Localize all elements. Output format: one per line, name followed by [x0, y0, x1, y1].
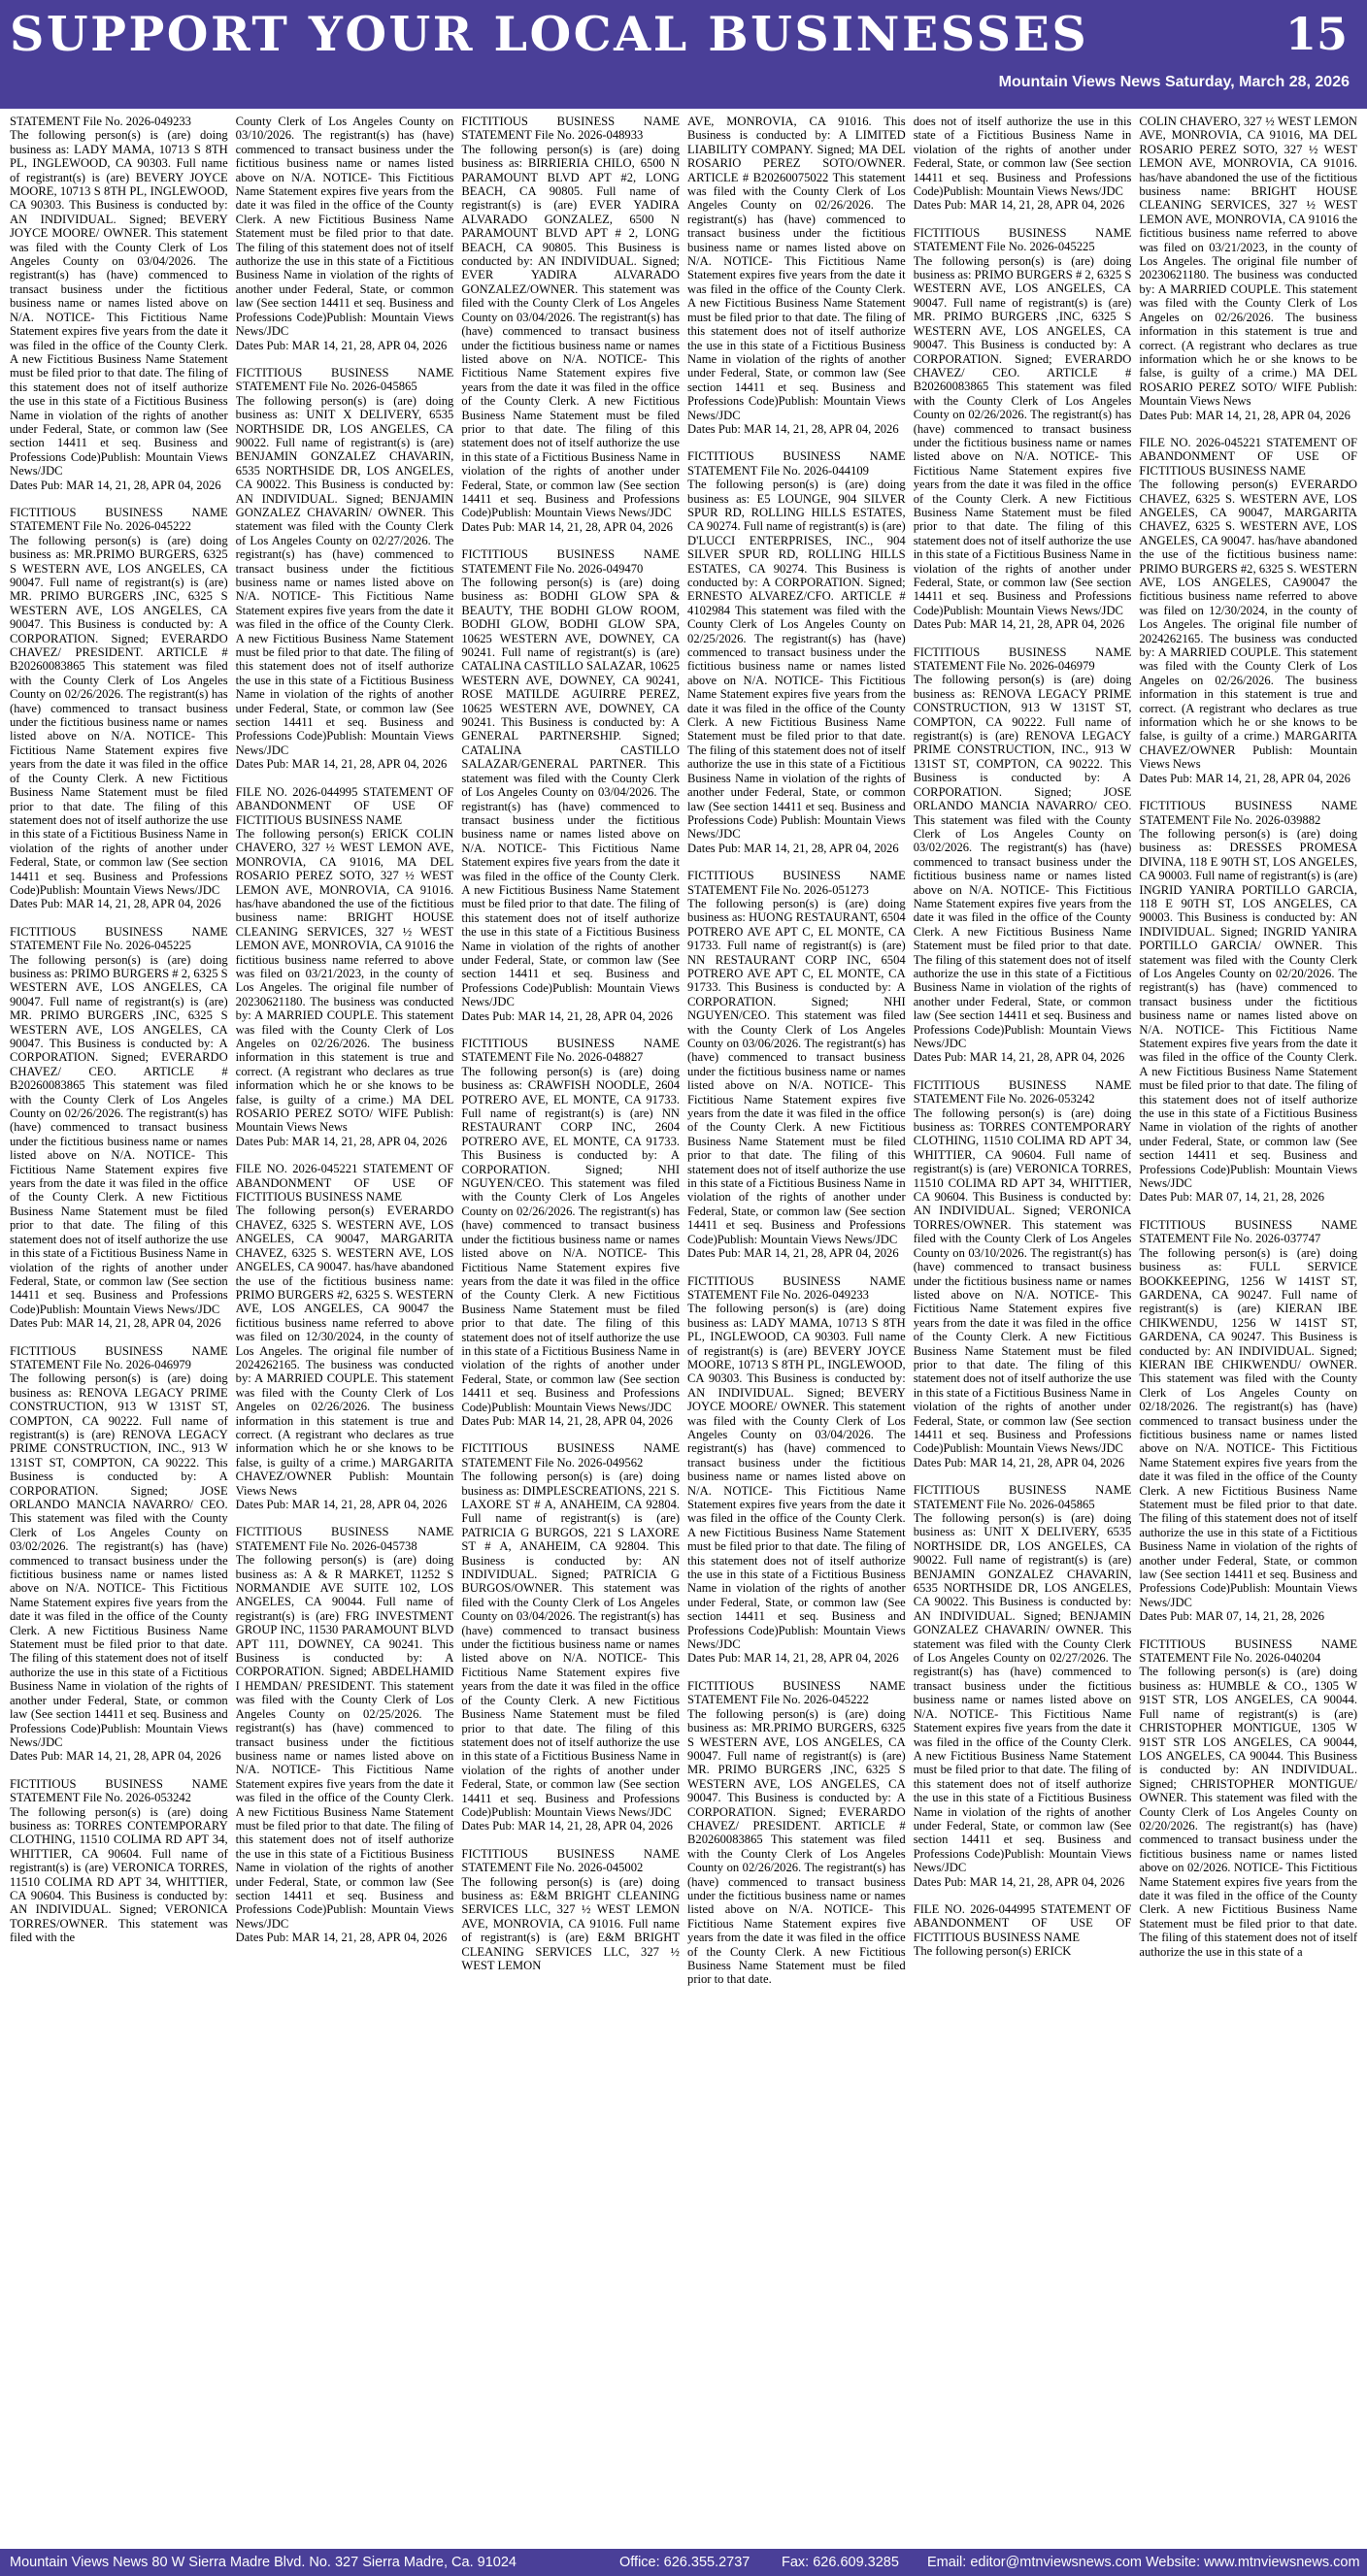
notice-title: FILE NO. 2026-044995 STATEMENT OF ABANDONMENT OF USE OF FICTITIOUS BUSINESS NAME [913, 1901, 1132, 1944]
footer-website[interactable]: Website: www.mtnviewsnews.com [1146, 2555, 1360, 2570]
footer-fax: Fax: 626.609.3285 [782, 2555, 899, 2570]
notice-title: FICTITIOUS BUSINESS NAME STATEMENT File No. 2026-040204 [1139, 1636, 1357, 1666]
notice-title: FICTITIOUS BUSINESS NAME STATEMENT File No. 2026-053242 [913, 1077, 1132, 1106]
legal-notice [687, 1679, 906, 1987]
column-2 [236, 115, 454, 2546]
legal-notice [914, 645, 1132, 1065]
notice-title: FICTITIOUS BUSINESS NAME STATEMENT File No. 2026-045738 [235, 1525, 454, 1553]
notice-publish-dates: Dates Pub: MAR 14, 21, 28, APR 04, 2026 [461, 519, 673, 534]
legal-notice [461, 1037, 680, 1428]
legal-notice [236, 1162, 454, 1511]
notice-body: The following person(s) is (are) doing business as: MR.PRIMO BURGERS, 6325 S WESTERN AVE, LOS ANGELES, CA 90047. Full name of registrant(s) is (are) MR. PRIMO BURGERS ,INC, 6325 S WESTERN AVE, LOS ANGELES, CA 90047. This Business is conducted by: A CORPORATION. Signed; EVERARDO CHAVEZ/ PRESIDENT. ARTICLE # B20260083865 This statement was filed with the County Clerk of Los Angeles County on 02/26/2026. The registrant(s) has (have) commenced to transact business under the fictitious business name or names listed above on N/A. NOTICE- This Fictitious Name Statement expires five years from the date it was filed in the office of the County Clerk. A new Fictitious Business Name Statement must be filed prior to that date. [687, 1706, 906, 1987]
notice-publish-dates: Dates Pub: MAR 07, 14, 21, 28, 2026 [1139, 1190, 1325, 1205]
notice-body: The following person(s) is (are) doing business as: E&M BRIGHT CLEANING SERVICES LLC, 327 ½ WEST LEMON AVE, MONROVIA, CA 91016. Full name of registrant(s) is (are) E&M BRIGHT CLEANING SERVICES LLC, 327 ½ WEST LEMON [461, 1874, 681, 1972]
legal-notice [10, 1777, 228, 1945]
notice-title: FICTITIOUS BUSINESS NAME STATEMENT File No. 2026-049233 [687, 1273, 906, 1302]
notice-title: FICTITIOUS BUSINESS NAME STATEMENT File No. 2026-045865 [913, 1483, 1132, 1511]
notice-publish-dates: Dates Pub: MAR 14, 21, 28, APR 04, 2026 [687, 1246, 899, 1261]
column-6 [1139, 115, 1357, 2546]
legal-notice [461, 1441, 680, 1833]
legal-notice [236, 1525, 454, 1944]
notice-body: does not of itself authorize the use in this state of a Fictitious Business Name in violation of the rights of another under Federal, State, or common law (See section 14411 et seq. Business and Professions Code)Publish: Mountain Views News/JDC [913, 115, 1132, 199]
notice-title: FICTITIOUS BUSINESS NAME STATEMENT File No. 2026-045002 [461, 1846, 681, 1875]
notice-publish-dates: Dates Pub: MAR 14, 21, 28, APR 04, 2026 [1139, 771, 1350, 785]
notice-body: The following person(s) EVERARDO CHAVEZ, 6325 S. WESTERN AVE, LOS ANGELES, CA 90047, MARGARITA CHAVEZ, 6325 S. WESTERN AVE, LOS ANGELES, CA 90047. has/have abandoned the use of the fictitious business name: PRIMO BURGERS #2, 6325 S. WESTERN AVE, LOS ANGELES, CA 90047 the fictitious business name referred to above was filed on 12/30/2024, in the county of Los Angeles. The original file number of 2024262165. The business was conducted by: A MARRIED COUPLE. This statement was filed with the County Clerk of Los Angeles on 02/26/2026. The business information in this statement is true and correct. (A registrant who declares as true information which he or she knows to be false, is guilty of a crime.) MARGARITA CHAVEZ/OWNER Publish: Mountain Views News [235, 1204, 454, 1498]
notice-columns [10, 115, 1357, 2546]
notice-title: FICTITIOUS BUSINESS NAME STATEMENT File No. 2026-045222 [10, 505, 228, 534]
notice-body: The following person(s) is (are) doing business as: TORRES CONTEMPORARY CLOTHING, 11510 COLIMA RD APT 34, WHITTIER, CA 90604. Full name of registrant(s) is (are) VERONICA TORRES, 11510 COLIMA RD APT 34, WHITTIER, CA 90604. This Business is conducted by: AN INDIVIDUAL. Signed; VERONICA TORRES/OWNER. This statement was filed with the [10, 1804, 228, 1945]
notice-publish-dates: Dates Pub: MAR 14, 21, 28, APR 04, 2026 [913, 1874, 1125, 1889]
column-4 [687, 115, 906, 2546]
notice-publish-dates: Dates Pub: MAR 14, 21, 28, APR 04, 2026 [235, 1498, 448, 1511]
notice-publish-dates: Dates Pub: MAR 14, 21, 28, APR 04, 2026 [235, 1931, 448, 1945]
notice-body: The following person(s) is (are) doing business as: LADY MAMA, 10713 S 8TH PL, INGLEWOOD, CA 90303. Full name of registrant(s) is (are) BEVERY JOYCE MOORE, 10713 S 8TH PL, INGLEWOOD, CA 90303. This Business is conducted by: AN INDIVIDUAL. Signed; BEVERY JOYCE MOORE/ OWNER. This statement was filed with the County Clerk of Los Angeles County on 03/04/2026. The registrant(s) has (have) commenced to transact business under the fictitious business name or names listed above on N/A. NOTICE- This Fictitious Name Statement expires five years from the date it was filed in the office of the County Clerk. A new Fictitious Business Name Statement must be filed prior to that date. The filing of this statement does not of itself authorize the use in this state of a Fictitious Business Name in violation of the rights of another under Federal, State, or common law (See section 14411 et seq. Business and Professions Code)Publish: Mountain Views News/JDC [10, 128, 228, 479]
notice-body: County Clerk of Los Angeles County on 03/10/2026. The registrant(s) has (have) commenced to transact business under the fictitious business name or names listed above on N/A. NOTICE- This Fictitious Name Statement expires five years from the date it was filed in the office of the County Clerk. A new Fictitious Business Name Statement must be filed prior to that date. The filing of this statement does not of itself authorize the use in this state of a Fictitious Business Name in violation of the rights of another under Federal, State, or common law (See section 14411 et seq. Business and Professions Code)Publish: Mountain Views News/JDC [235, 115, 454, 339]
notice-body: COLIN CHAVERO, 327 ½ WEST LEMON AVE, MONROVIA, CA 91016, MA DEL ROSARIO PEREZ SOTO, 327 ½ WEST LEMON AVE, MONROVIA, CA 91016. has/have abandoned the use of the fictitious business name: BRIGHT HOUSE CLEANING SERVICES, 327 ½ WEST LEMON AVE, MONROVIA, CA 91016 the fictitious business name referred to above was filed on 03/21/2023, in the county of Los Angeles. The original file number of 20230621180. The business was conducted by: A MARRIED COUPLE. This statement was filed with the County Clerk of Los Angeles on 02/26/2026. The business information in this statement is true and correct. (A registrant who declares as true information which he or she knows to be false, is guilty of a crime.) MA DEL ROSARIO PEREZ SOTO/ WIFE Publish: Mountain Views News [1139, 115, 1357, 409]
notice-body: The following person(s) is (are) doing business as: CRAWFISH NOODLE, 2604 POTRERO AVE, EL MONTE, CA 91733. Full name of registrant(s) is (are) NN RESTAURANT CORP INC, 2604 POTRERO AVE, EL MONTE, CA 91733. This Business is conducted by: A CORPORATION. Signed; NHI NGUYEN/CEO. This statement was filed with the County Clerk of Los Angeles County on 02/26/2026. The registrant(s) has (have) commenced to transact business under the fictitious business name or names listed above on N/A. NOTICE- This Fictitious Name Statement expires five years from the date it was filed in the office of the County Clerk. A new Fictitious Business Name Statement must be filed prior to that date. The filing of this statement does not of itself authorize the use in this state of a Fictitious Business Name in violation of the rights of another under Federal, State, or common law (See section 14411 et seq. Business and Professions Code)Publish: Mountain Views News/JDC [461, 1064, 681, 1414]
legal-notice [1139, 799, 1357, 1205]
notice-publish-dates: Dates Pub: MAR 14, 21, 28, APR 04, 2026 [10, 897, 221, 911]
page-number: 15 [1284, 8, 1348, 60]
notice-publish-dates: Dates Pub: MAR 07, 14, 21, 28, 2026 [1139, 1609, 1325, 1624]
notice-publish-dates: Dates Pub: MAR 14, 21, 28, APR 04, 2026 [913, 1455, 1125, 1470]
notice-title: FICTITIOUS BUSINESS NAME STATEMENT File No. 2026-044109 [687, 449, 906, 478]
notice-body: The following person(s) is (are) doing business as: TORRES CONTEMPORARY CLOTHING, 11510 COLIMA RD APT 34, WHITTIER, CA 90604. Full name of registrant(s) is (are) VERONICA TORRES, 11510 COLIMA RD APT 34, WHITTIER, CA 90604. This Business is conducted by: AN INDIVIDUAL. Signed; VERONICA TORRES/OWNER. This statement was filed with the County Clerk of Los Angeles County on 03/10/2026. The registrant(s) has (have) commenced to transact business under the fictitious business name or names listed above on N/A. NOTICE- This Fictitious Name Statement expires five years from the date it was filed in the office of the County Clerk. A new Fictitious Business Name Statement must be filed prior to that date. The filing of this statement does not of itself authorize the use in this state of a Fictitious Business Name in violation of the rights of another under Federal, State, or common law (See section 14411 et seq. Business and Professions Code)Publish: Mountain Views News/JDC [913, 1106, 1132, 1456]
notice-publish-dates: Dates Pub: MAR 14, 21, 28, APR 04, 2026 [687, 841, 899, 855]
notice-body: The following person(s) is (are) doing business as: MR.PRIMO BURGERS, 6325 S WESTERN AVE, LOS ANGELES, CA 90047. Full name of registrant(s) is (are) MR. PRIMO BURGERS ,INC, 6325 S WESTERN AVE, LOS ANGELES, CA 90047. This Business is conducted by: A CORPORATION. Signed; EVERARDO CHAVEZ/ PRESIDENT. ARTICLE # B20260083865 This statement was filed with the County Clerk of Los Angeles County on 02/26/2026. The registrant(s) has (have) commenced to transact business under the fictitious business name or names listed above on N/A. NOTICE- This Fictitious Name Statement expires five years from the date it was filed in the office of the County Clerk. A new Fictitious Business Name Statement must be filed prior to that date. The filing of this statement does not of itself authorize the use in this state of a Fictitious Business Name in violation of the rights of another under Federal, State, or common law (See section 14411 et seq. Business and Professions Code)Publish: Mountain Views News/JDC [10, 533, 228, 897]
notice-title: FICTITIOUS BUSINESS NAME STATEMENT File No. 2026-049562 [461, 1441, 681, 1470]
column-1 [10, 115, 228, 2546]
notice-title: FICTITIOUS BUSINESS NAME STATEMENT File No. 2026-053242 [10, 1776, 228, 1805]
notice-body: The following person(s) is (are) doing business as: A & R MARKET, 11252 S NORMANDIE AVE SUITE 102, LOS ANGELES, CA 90044. Full name of registrant(s) is (are) FRG INVESTMENT GROUP INC, 11530 PARAMOUNT BLVD APT 111, DOWNEY, CA 90241. This Business is conducted by: A CORPORATION. Signed; ABDELHAMID I HEMDAN/ PRESIDENT. This statement was filed with the County Clerk of Los Angeles County on 02/25/2026. The registrant(s) has (have) commenced to transact business under the fictitious business name or names listed above on N/A. NOTICE- This Fictitious Name Statement expires five years from the date it was filed in the office of the County Clerk. A new Fictitious Business Name Statement must be filed prior to that date. The filing of this statement does not of itself authorize the use in this state of a Fictitious Business Name in violation of the rights of another under Federal, State, or common law (See section 14411 et seq. Business and Professions Code)Publish: Mountain Views News/JDC [235, 1553, 454, 1931]
notice-body: The following person(s) is (are) doing business as: DRESSES PROMESA DIVINA, 118 E 90TH ST, LOS ANGELES, CA 90003. Full name of registrant(s) is (are) INGRID YANIRA PORTILLO GARCIA, 118 E 90TH ST, LOS ANGELES, CA 90003. This Business is conducted by: AN INDIVIDUAL. Signed; INGRID YANIRA PORTILLO GARCIA/ OWNER. This statement was filed with the County Clerk of Los Angeles County on 02/20/2026. The registrant(s) has (have) commenced to transact business under the fictitious business name or names listed above on N/A. NOTICE- This Fictitious Name Statement expires five years from the date it was filed in the office of the County Clerk. A new Fictitious Business Name Statement must be filed prior to that date. The filing of this statement does not of itself authorize the use in this state of a Fictitious Business Name in violation of the rights of another under Federal, State, or common law (See section 14411 et seq. Business and Professions Code)Publish: Mountain Views News/JDC [1139, 826, 1357, 1191]
notice-body: The following person(s) is (are) doing business as: RENOVA LEGACY PRIME CONSTRUCTION, 913 W 131ST ST, COMPTON, CA 90222. Full name of registrant(s) is (are) RENOVA LEGACY PRIME CONSTRUCTION, INC., 913 W 131ST ST, COMPTON, CA 90222. This Business is conducted by: A CORPORATION. Signed; JOSE ORLANDO MANCIA NAVARRO/ CEO. This statement was filed with the County Clerk of Los Angeles County on 03/02/2026. The registrant(s) has (have) commenced to transact business under the fictitious business name or names listed above on N/A. NOTICE- This Fictitious Name Statement expires five years from the date it was filed in the office of the County Clerk. A new Fictitious Business Name Statement must be filed prior to that date. The filing of this statement does not of itself authorize the use in this state of a Fictitious Business Name in violation of the rights of another under Federal, State, or common law (See section 14411 et seq. Business and Professions Code)Publish: Mountain Views News/JDC [913, 673, 1132, 1050]
legal-notice [10, 115, 228, 492]
notice-body: The following person(s) EVERARDO CHAVEZ, 6325 S. WESTERN AVE, LOS ANGELES, CA 90047, MARGARITA CHAVEZ, 6325 S. WESTERN AVE, LOS ANGELES, CA 90047. has/have abandoned the use of the fictitious business name: PRIMO BURGERS #2, 6325 S. WESTERN AVE, LOS ANGELES, CA90047 the fictitious business name referred to above was filed on 12/30/2024, in the county of Los Angeles. The original file number of 2024262165. The business was conducted by: A MARRIED COUPLE. This statement was filed with the County Clerk of Los Angeles on 02/26/2026. The business information in this statement is true and correct. (A registrant who declares as true information which he or she knows to be false, is guilty of a crime.) MARGARITA CHAVEZ/OWNER Publish: Mountain Views News [1139, 478, 1357, 772]
column-5 [914, 115, 1132, 2546]
notice-body: The following person(s) ERICK [913, 1944, 1072, 1959]
notice-publish-dates: Dates Pub: MAR 14, 21, 28, APR 04, 2026 [913, 617, 1125, 632]
notice-body: The following person(s) is (are) doing business as: UNIT X DELIVERY, 6535 NORTHSIDE DR, LOS ANGELES, CA 90022. Full name of registrant(s) is (are) BENJAMIN GONZALEZ CHAVARIN, 6535 NORTHSIDE DR, LOS ANGELES, CA 90022. This Business is conducted by: AN INDIVIDUAL. Signed; BENJAMIN GONZALEZ CHAVARIN/ OWNER. This statement was filed with the County Clerk of Los Angeles County on 02/27/2026. The registrant(s) has (have) commenced to transact business under the fictitious business name or names listed above on N/A. NOTICE- This Fictitious Name Statement expires five years from the date it was filed in the office of the County Clerk. A new Fictitious Business Name Statement must be filed prior to that date. The filing of this statement does not of itself authorize the use in this state of a Fictitious Business Name in violation of the rights of another under Federal, State, or common law (See section 14411 et seq. Business and Professions Code)Publish: Mountain Views News/JDC [235, 393, 454, 757]
legal-notice [461, 115, 680, 534]
notice-body: The following person(s) is (are) doing business as: FULL SERVICE BOOKKEEPING, 1256 W 141ST ST, GARDENA, CA 90247. Full name of registrant(s) is (are) KIERAN IBE CHIKWENDU, 1256 W 141ST ST, GARDENA, CA 90247. This Business is conducted by: AN INDIVIDUAL. Signed; KIERAN IBE CHIKWENDU/ OWNER. This statement was filed with the County Clerk of Los Angeles County on 02/18/2026. The registrant(s) has (have) commenced to transact business under the fictitious business name or names listed above on N/A. NOTICE- This Fictitious Name Statement expires five years from the date it was filed in the office of the County Clerk. A new Fictitious Business Name Statement must be filed prior to that date. The filing of this statement does not of itself authorize the use in this state of a Fictitious Business Name in violation of the rights of another under Federal, State, or common law (See section 14411 et seq. Business and Professions Code)Publish: Mountain Views News/JDC [1139, 1245, 1357, 1609]
notice-title: FICTITIOUS BUSINESS NAME STATEMENT File No. 2026-048827 [461, 1037, 681, 1065]
notice-publish-dates: Dates Pub: MAR 14, 21, 28, APR 04, 2026 [10, 1749, 221, 1764]
legal-notice [236, 785, 454, 1149]
notice-publish-dates: Dates Pub: MAR 14, 21, 28, APR 04, 2026 [687, 421, 899, 436]
legal-notice [10, 1344, 228, 1764]
notice-publish-dates: Dates Pub: MAR 14, 21, 28, APR 04, 2026 [235, 757, 448, 772]
notice-title: FICTITIOUS BUSINESS NAME STATEMENT File No. 2026-046979 [913, 644, 1132, 674]
legal-notice [461, 1847, 680, 1973]
notice-body: The following person(s) is (are) doing business as: HUMBLE & CO., 1305 W 91ST STR, LOS ANGELES, CA 90044. Full name of registrant(s) is (are) CHRISTOPHER MONTIGUE, 1305 W 91ST STR LOS ANGELES, CA 90044, LOS ANGELES, CA 90044. This Business is conducted by: AN INDIVIDUAL. Signed; CHRISTOPHER MONTIGUE/ OWNER. This statement was filed with the County Clerk of Los Angeles County on 02/20/2026. The registrant(s) has (have) commenced to transact business under the fictitious business name or names listed above on 02/2026. NOTICE- This Fictitious Name Statement expires five years from the date it was filed in the office of the County Clerk. A new Fictitious Business Name Statement must be filed prior to that date. The filing of this statement does not of itself authorize the use in this state of a [1139, 1665, 1357, 1959]
legal-notice [236, 115, 454, 352]
legal-notice [687, 115, 906, 436]
notice-publish-dates: Dates Pub: MAR 14, 21, 28, APR 04, 2026 [10, 1316, 221, 1331]
legal-notice [914, 1483, 1132, 1889]
legal-notice [10, 925, 228, 1331]
notice-title: FILE NO. 2026-045221 STATEMENT OF ABANDONMENT OF USE OF FICTITIOUS BUSINESS NAME [1139, 435, 1357, 478]
notice-body: The following person(s) is (are) doing business as: DIMPLESCREATIONS, 221 S. LAXORE ST # A, ANAHEIM, CA 92804. Full name of registrant(s) is (are) PATRICIA G BURGOS, 221 S LAXORE ST # A, ANAHEIM, CA 92804. This Business is conducted by: AN INDIVIDUAL. Signed; PATRICIA G BURGOS/OWNER. This statement was filed with the County Clerk of Los Angeles County on 03/04/2026. The registrant(s) has (have) commenced to transact business under the fictitious business name or names listed above on N/A. NOTICE- This Fictitious Name Statement expires five years from the date it was filed in the office of the County Clerk. A new Fictitious Business Name Statement must be filed prior to that date. The filing of this statement does not of itself authorize the use in this state of a Fictitious Business Name in violation of the rights of another under Federal, State, or common law (See section 14411 et seq. Business and Professions Code)Publish: Mountain Views News/JDC [461, 1470, 681, 1819]
notice-publish-dates: Dates Pub: MAR 14, 21, 28, APR 04, 2026 [235, 338, 448, 352]
footer-email[interactable]: Email: editor@mtnviewsnews.com [927, 2555, 1143, 2570]
notice-body: The following person(s) is (are) doing business as: BIRRIERIA CHILO, 6500 N PARAMOUNT BLVD APT #2, LONG BEACH, CA 90805. Full name of registrant(s) is (are) EVER YADIRA ALVARADO GONZALEZ, 6500 N PARAMOUNT BLVD APT # 2, LONG BEACH, CA 90805. This Business is conducted by: AN INDIVIDUAL. Signed; EVER YADIRA ALVARADO GONZALEZ/OWNER. This statement was filed with the County Clerk of Los Angeles County on 03/04/2026. The registrant(s) has (have) commenced to transact business under the fictitious business name or names listed above on N/A. NOTICE- This Fictitious Name Statement expires five years from the date it was filed in the office of the County Clerk. A new Fictitious Business Name Statement must be filed prior to that date. The filing of this statement does not of itself authorize the use in this state of a Fictitious Business Name in violation of the rights of another under Federal, State, or common law (See section 14411 et seq. Business and Professions Code)Publish: Mountain Views News/JDC [461, 142, 681, 520]
notice-publish-dates: Dates Pub: MAR 14, 21, 28, APR 04, 2026 [461, 1819, 673, 1833]
footer-office-phone: Office: 626.355.2737 [619, 2555, 750, 2570]
notice-title: FICTITIOUS BUSINESS NAME STATEMENT File No. 2026-051273 [687, 869, 906, 897]
notice-title: FICTITIOUS BUSINESS NAME STATEMENT File No. 2026-037747 [1139, 1217, 1357, 1246]
notice-title: FICTITIOUS BUSINESS NAME STATEMENT File No. 2026-049470 [461, 547, 681, 576]
legal-notice [10, 506, 228, 911]
legal-notice [1139, 115, 1357, 422]
page-title: SUPPORT YOUR LOCAL BUSINESSES [10, 6, 1089, 62]
notice-body: The following person(s) is (are) doing business as: HUONG RESTAURANT, 6504 POTRERO AVE APT C, EL MONTE, CA 91733. Full name of registrant(s) is (are) NN RESTAURANT CORP INC, 6504 POTRERO AVE APT C, EL MONTE, CA 91733. This Business is conducted by: A CORPORATION. Signed; NHI NGUYEN/CEO. This statement was filed with the County Clerk of Los Angeles County on 03/06/2026. The registrant(s) has (have) commenced to transact business under the fictitious business name or names listed above on N/A. NOTICE- This Fictitious Name Statement expires five years from the date it was filed in the office of the County Clerk. A new Fictitious Business Name Statement must be filed prior to that date. The filing of this statement does not of itself authorize the use in this state of a Fictitious Business Name in violation of the rights of another under Federal, State, or common law (See section 14411 et seq. Business and Professions Code)Publish: Mountain Views News/JDC [687, 896, 906, 1246]
notice-publish-dates: Dates Pub: MAR 14, 21, 28, APR 04, 2026 [687, 1651, 899, 1666]
legal-notice [1139, 1218, 1357, 1624]
page-header [0, 0, 1367, 109]
legal-notice [1139, 1637, 1357, 1959]
notice-body: The following person(s) is (are) doing business as: UNIT X DELIVERY, 6535 NORTHSIDE DR, LOS ANGELES, CA 90022. Full name of registrant(s) is (are) BENJAMIN GONZALEZ CHAVARIN, 6535 NORTHSIDE DR, LOS ANGELES, CA 90022. This Business is conducted by: AN INDIVIDUAL. Signed; BENJAMIN GONZALEZ CHAVARIN/ OWNER. This statement was filed with the County Clerk of Los Angeles County on 02/27/2026. The registrant(s) has (have) commenced to transact business under the fictitious business name or names listed above on N/A. NOTICE- This Fictitious Name Statement expires five years from the date it was filed in the office of the County Clerk. A new Fictitious Business Name Statement must be filed prior to that date. The filing of this statement does not of itself authorize the use in this state of a Fictitious Business Name in violation of the rights of another under Federal, State, or common law (See section 14411 et seq. Business and Professions Code)Publish: Mountain Views News/JDC [913, 1511, 1132, 1875]
legal-notice [914, 1902, 1132, 1959]
notice-body: The following person(s) is (are) doing business as: LADY MAMA, 10713 S 8TH PL, INGLEWOOD, CA 90303. Full name of registrant(s) is (are) BEVERY JOYCE MOORE, 10713 S 8TH PL, INGLEWOOD, CA 90303. This Business is conducted by: AN INDIVIDUAL. Signed; BEVERY JOYCE MOORE/ OWNER. This statement was filed with the County Clerk of Los Angeles County on 03/04/2026. The registrant(s) has (have) commenced to transact business under the fictitious business name or names listed above on N/A. NOTICE- This Fictitious Name Statement expires five years from the date it was filed in the office of the County Clerk. A new Fictitious Business Name Statement must be filed prior to that date. The filing of this statement does not of itself authorize the use in this state of a Fictitious Business Name in violation of the rights of another under Federal, State, or common law (See section 14411 et seq. Business and Professions Code)Publish: Mountain Views News/JDC [687, 1302, 906, 1652]
dateline: Mountain Views News Saturday, March 28, 2026 [998, 74, 1350, 90]
notice-body: The following person(s) is (are) doing business as: PRIMO BURGERS # 2, 6325 S WESTERN AVE, LOS ANGELES, CA 90047. Full name of registrant(s) is (are) MR. PRIMO BURGERS ,INC, 6325 S WESTERN AVE, LOS ANGELES, CA 90047. This Business is conducted by: A CORPORATION. Signed; EVERARDO CHAVEZ/ CEO. ARTICLE # B20260083865 This statement was filed with the County Clerk of Los Angeles County on 02/26/2026. The registrant(s) has (have) commenced to transact business under the fictitious business name or names listed above on N/A. NOTICE- This Fictitious Name Statement expires five years from the date it was filed in the office of the County Clerk. A new Fictitious Business Name Statement must be filed prior to that date. The filing of this statement does not of itself authorize the use in this state of a Fictitious Business Name in violation of the rights of another under Federal, State, or common law (See section 14411 et seq. Business and Professions Code)Publish: Mountain Views News/JDC [10, 952, 228, 1316]
legal-notice [1139, 436, 1357, 785]
notice-title: FILE NO. 2026-045221 STATEMENT OF ABANDONMENT OF USE OF FICTITIOUS BUSINESS NAME [235, 1162, 454, 1205]
notice-title: STATEMENT File No. 2026-049233 [10, 115, 191, 128]
notice-body: The following person(s) is (are) doing business as: BODHI GLOW SPA & BEAUTY, THE BODHI GLOW ROOM, BODHI GLOW, BODHI GLOW SPA, 10625 WESTERN AVE, DOWNEY, CA 90241. Full name of registrant(s) is (are) CATALINA CASTILLO SALAZAR, 10625 WESTERN AVE, DOWNEY, CA 90241, ROSE MATILDE AGUIRRE PEREZ, 10625 WESTERN AVE, DOWNEY, CA 90241. This Business is conducted by: A GENERAL PARTNERSHIP. Signed; CATALINA CASTILLO SALAZAR/GENERAL PARTNER. This statement was filed with the County Clerk of Los Angeles County on 03/04/2026. The registrant(s) has (have) commenced to transact business under the fictitious business name or names listed above on N/A. NOTICE- This Fictitious Name Statement expires five years from the date it was filed in the office of the County Clerk. A new Fictitious Business Name Statement must be filed prior to that date. The filing of this statement does not of itself authorize the use in this state of a Fictitious Business Name in violation of the rights of another under Federal, State, or common law (See section 14411 et seq. Business and Professions Code)Publish: Mountain Views News/JDC [461, 576, 681, 1009]
notice-publish-dates: Dates Pub: MAR 14, 21, 28, APR 04, 2026 [461, 1008, 673, 1023]
column-3 [461, 115, 680, 2546]
legal-notice [236, 366, 454, 772]
footer-address: Mountain Views News 80 W Sierra Madre Blvd. No. 327 Sierra Madre, Ca. 91024 [10, 2555, 517, 2570]
notice-title: FICTITIOUS BUSINESS NAME STATEMENT File No. 2026-039882 [1139, 799, 1357, 827]
legal-notice [687, 449, 906, 855]
notice-body: AVE, MONROVIA, CA 91016. This Business is conducted by: A LIMITED LIABILITY COMPANY. Signed; MA DEL ROSARIO PEREZ SOTO/OWNER. ARTICLE # B20260075022 This statement was filed with the County Clerk of Los Angeles County on 02/26/2026. The registrant(s) has (have) commenced to transact business under the fictitious business name or names listed above on N/A. NOTICE- This Fictitious Name Statement expires five years from the date it was filed in the office of the County Clerk. A new Fictitious Business Name Statement must be filed prior to that date. The filing of this statement does not of itself authorize the use in this state of a Fictitious Business Name in violation of the rights of another under Federal, State, or common law (See section 14411 et seq. Business and Professions Code)Publish: Mountain Views News/JDC [687, 115, 906, 422]
notice-title: FICTITIOUS BUSINESS NAME STATEMENT File No. 2026-045222 [687, 1678, 906, 1707]
page-footer [0, 2549, 1367, 2576]
notice-body: The following person(s) is (are) doing business as: E5 LOUNGE, 904 SILVER SPUR RD, ROLLING HILLS ESTATES, CA 90274. Full name of registrant(s) is (are) D'LUCCI ENTERPRISES, INC., 904 SILVER SPUR RD, ROLLING HILLS ESTATES, CA 90274. This Business is conducted by: A CORPORATION. Signed; ERNESTO ALVAREZ/CFO. ARTICLE # 4102984 This statement was filed with the County Clerk of Los Angeles County on 02/25/2026. The registrant(s) has (have) commenced to transact business under the fictitious business name or names listed above on N/A. NOTICE- This Fictitious Name Statement expires five years from the date it was filed in the office of the County Clerk. A new Fictitious Business Name Statement must be filed prior to that date. The filing of this statement does not of itself authorize the use in this state of a Fictitious Business Name in violation of the rights of another under Federal, State, or common law (See section 14411 et seq. Business and Professions Code) Publish: Mountain Views News/JDC [687, 478, 906, 842]
legal-notice [914, 226, 1132, 632]
notice-title: FICTITIOUS BUSINESS NAME STATEMENT File No. 2026-046979 [10, 1343, 228, 1371]
legal-notice [461, 547, 680, 1023]
notice-publish-dates: Dates Pub: MAR 14, 21, 28, APR 04, 2026 [913, 198, 1125, 213]
notice-title: FILE NO. 2026-044995 STATEMENT OF ABANDONMENT OF USE OF FICTITIOUS BUSINESS NAME [235, 784, 454, 827]
notice-title: FICTITIOUS BUSINESS NAME STATEMENT File No. 2026-045225 [913, 225, 1132, 254]
legal-notice [687, 1274, 906, 1666]
notice-title: FICTITIOUS BUSINESS NAME STATEMENT File No. 2026-048933 [461, 115, 681, 143]
notice-publish-dates: Dates Pub: MAR 14, 21, 28, APR 04, 2026 [461, 1413, 673, 1428]
notice-publish-dates: Dates Pub: MAR 14, 21, 28, APR 04, 2026 [235, 1134, 448, 1148]
legal-notice [914, 115, 1132, 213]
notice-body: The following person(s) is (are) doing business as: PRIMO BURGERS # 2, 6325 S WESTERN AVE, LOS ANGELES, CA 90047. Full name of registrant(s) is (are) MR. PRIMO BURGERS ,INC, 6325 S WESTERN AVE, LOS ANGELES, CA 90047. This Business is conducted by: A CORPORATION. Signed; EVERARDO CHAVEZ/ CEO. ARTICLE # B20260083865 This statement was filed with the County Clerk of Los Angeles County on 02/26/2026. The registrant(s) has (have) commenced to transact business under the fictitious business name or names listed above on N/A. NOTICE- This Fictitious Name Statement expires five years from the date it was filed in the office of the County Clerk. A new Fictitious Business Name Statement must be filed prior to that date. The filing of this statement does not of itself authorize the use in this state of a Fictitious Business Name in violation of the rights of another under Federal, State, or common law (See section 14411 et seq. Business and Professions Code)Publish: Mountain Views News/JDC [913, 253, 1132, 617]
notice-publish-dates: Dates Pub: MAR 14, 21, 28, APR 04, 2026 [913, 1050, 1125, 1065]
legal-notice [914, 1078, 1132, 1470]
notice-publish-dates: Dates Pub: MAR 14, 21, 28, APR 04, 2026 [1139, 408, 1350, 422]
notice-body: The following person(s) ERICK COLIN CHAVERO, 327 ½ WEST LEMON AVE, MONROVIA, CA 91016, MA DEL ROSARIO PEREZ SOTO, 327 ½ WEST LEMON AVE, MONROVIA, CA 91016. has/have abandoned the use of the fictitious business name: BRIGHT HOUSE CLEANING SERVICES, 327 ½ WEST LEMON AVE, MONROVIA, CA 91016 the fictitious business name referred to above was filed on 03/21/2023, in the county of Los Angeles. The original file number of 20230621180. The business was conducted by: A MARRIED COUPLE. This statement was filed with the County Clerk of Los Angeles on 02/26/2026. The business information in this statement is true and correct. (A registrant who declares as true information which he or she knows to be false, is guilty of a crime.) MA DEL ROSARIO PEREZ SOTO/ WIFE Publish: Mountain Views News [235, 826, 454, 1135]
notice-title: FICTITIOUS BUSINESS NAME STATEMENT File No. 2026-045865 [235, 365, 454, 394]
notice-title: FICTITIOUS BUSINESS NAME STATEMENT File No. 2026-045225 [10, 924, 228, 953]
notice-body: The following person(s) is (are) doing business as: RENOVA LEGACY PRIME CONSTRUCTION, 913 W 131ST ST, COMPTON, CA 90222. Full name of registrant(s) is (are) RENOVA LEGACY PRIME CONSTRUCTION, INC., 913 W 131ST ST, COMPTON, CA 90222. This Business is conducted by: A CORPORATION. Signed; JOSE ORLANDO MANCIA NAVARRO/ CEO. This statement was filed with the County Clerk of Los Angeles County on 03/02/2026. The registrant(s) has (have) commenced to transact business under the fictitious business name or names listed above on N/A. NOTICE- This Fictitious Name Statement expires five years from the date it was filed in the office of the County Clerk. A new Fictitious Business Name Statement must be filed prior to that date. The filing of this statement does not of itself authorize the use in this state of a Fictitious Business Name in violation of the rights of another under Federal, State, or common law (See section 14411 et seq. Business and Professions Code)Publish: Mountain Views News/JDC [10, 1371, 228, 1749]
notice-publish-dates: Dates Pub: MAR 14, 21, 28, APR 04, 2026 [10, 478, 221, 492]
legal-notice [687, 869, 906, 1260]
